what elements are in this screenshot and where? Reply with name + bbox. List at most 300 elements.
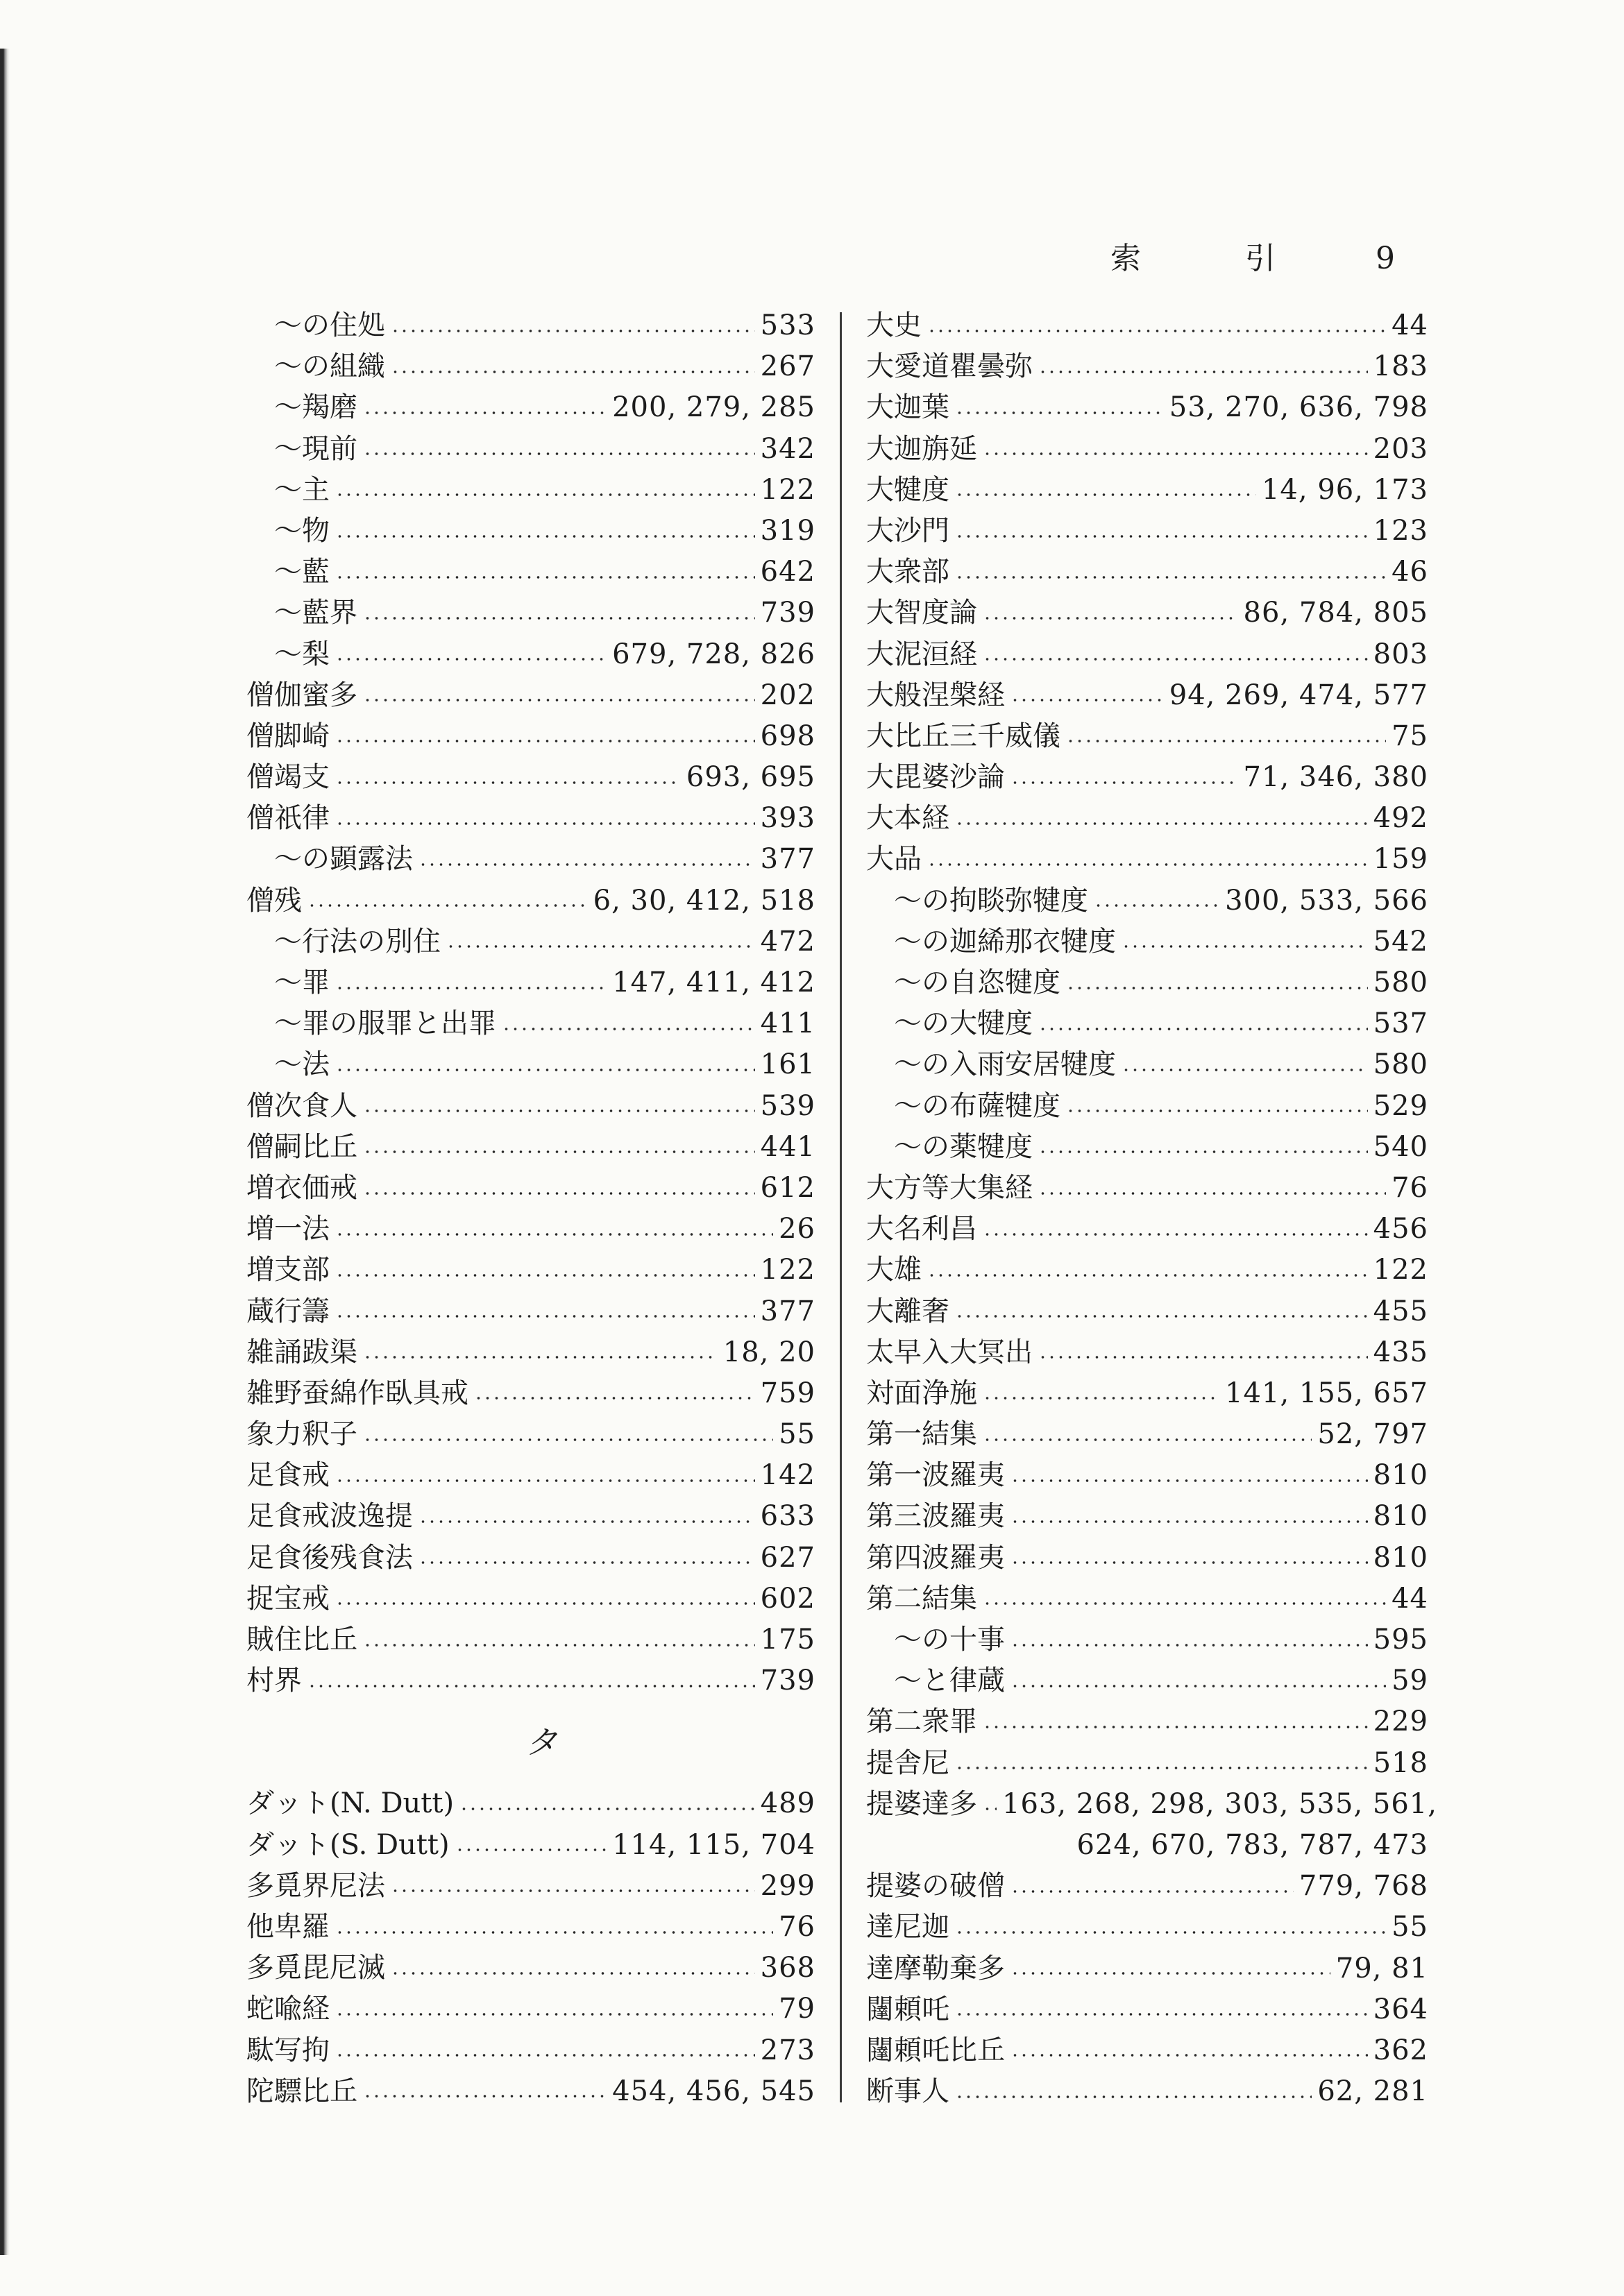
index-entry: [246, 675, 815, 716]
dot-leader: [955, 576, 1386, 579]
entry-pages: 435: [1373, 1336, 1428, 1368]
entry-term: 僧竭支: [246, 761, 330, 794]
dot-leader: [1066, 740, 1386, 742]
dot-leader: [1122, 945, 1368, 948]
index-entry: [246, 1907, 815, 1948]
dot-leader: [502, 1028, 755, 1030]
entry-term: 賊住比丘: [246, 1624, 357, 1656]
dot-leader: [363, 1438, 773, 1441]
index-entry: [866, 1373, 1428, 1414]
index-entry: [246, 1866, 815, 1907]
entry-pages: 602: [760, 1582, 815, 1615]
index-subentry: [866, 921, 1428, 962]
dot-leader: [391, 1889, 755, 1892]
entry-term: 大方等大集経: [866, 1171, 1033, 1204]
entry-term: 増一法: [246, 1213, 330, 1245]
dot-leader: [983, 1602, 1386, 1605]
index-entry: [866, 429, 1428, 470]
index-column-left: [246, 305, 815, 2112]
entry-pages: 86, 784, 805: [1243, 597, 1428, 629]
dot-leader: [363, 1109, 755, 1112]
dot-leader: [1094, 904, 1219, 907]
entry-pages: 537: [1373, 1007, 1428, 1040]
entry-term: ～の薬犍度: [894, 1130, 1033, 1163]
dot-leader: [335, 1602, 755, 1605]
entry-pages: 542: [1373, 925, 1428, 958]
entry-pages: 627: [760, 1541, 815, 1574]
entry-term: 闥頼吒: [866, 1993, 949, 2025]
entry-pages: 533: [760, 309, 815, 341]
index-entry: [866, 1455, 1428, 1496]
index-list-left-ta: [246, 1783, 815, 2112]
dot-leader: [418, 1520, 755, 1523]
index-entry: [866, 1250, 1428, 1291]
entry-term: 他卑羅: [246, 1910, 330, 1943]
index-entry: [866, 634, 1428, 675]
dot-leader: [955, 535, 1368, 538]
index-entry: [246, 1332, 815, 1373]
dot-leader: [1038, 1028, 1368, 1030]
entry-term: ～と律蔵: [894, 1665, 1005, 1697]
entry-pages: 455: [1373, 1295, 1428, 1327]
entry-pages: 94, 269, 474, 577: [1169, 679, 1428, 711]
index-subentry: [246, 470, 815, 511]
entry-pages: 142: [760, 1459, 815, 1492]
index-entry: [866, 1701, 1428, 1742]
index-entry: [866, 757, 1428, 798]
entry-term: 大雄: [866, 1254, 922, 1286]
index-entry: [246, 1209, 815, 1250]
index-entry: [246, 1414, 815, 1455]
dot-leader: [335, 2013, 773, 2016]
dot-leader: [363, 1150, 755, 1153]
entry-pages: 810: [1373, 1459, 1428, 1492]
dot-leader: [983, 1438, 1312, 1441]
entry-pages: 122: [760, 473, 815, 506]
entry-term: 達摩勒棄多: [866, 1952, 1005, 1984]
entry-pages: 529: [1373, 1089, 1428, 1122]
entry-pages: 518: [1373, 1746, 1428, 1779]
entry-term: ～の自恣犍度: [894, 967, 1060, 998]
entry-term: 大比丘三千威儀: [866, 720, 1060, 752]
dot-leader: [335, 1479, 755, 1482]
entry-term: 多覓界尼法: [246, 1869, 385, 1902]
dot-leader: [955, 411, 1164, 414]
entry-pages: 26: [779, 1213, 815, 1245]
entry-term: ～梨: [274, 638, 330, 670]
index-entry: [246, 757, 815, 798]
dot-leader: [983, 658, 1368, 661]
entry-term: 捉宝戒: [246, 1582, 330, 1615]
entry-pages: 362: [1373, 2034, 1428, 2066]
index-entry: [866, 798, 1428, 839]
index-subentry: [246, 1003, 815, 1044]
entry-term: ～藍界: [274, 597, 357, 629]
entry-pages: 342: [760, 432, 815, 465]
index-subentry: [246, 552, 815, 593]
entry-pages: 411: [760, 1007, 815, 1040]
index-entry: [866, 1866, 1428, 1907]
index-subentry: [246, 429, 815, 470]
entry-pages: 679, 728, 826: [612, 638, 815, 670]
index-entry: [866, 839, 1428, 880]
entry-pages: 76: [1392, 1171, 1428, 1204]
entry-term: 提婆達多: [866, 1787, 977, 1820]
entry-term: 蔵行籌: [246, 1295, 330, 1327]
dot-leader: [307, 904, 588, 907]
entry-term: 多覓毘尼滅: [246, 1952, 385, 1984]
entry-pages: 163, 268, 298, 303, 535, 561,: [1002, 1787, 1437, 1820]
entry-pages: 368: [760, 1952, 815, 1984]
index-entry: [866, 1989, 1428, 2030]
entry-term: 大品: [866, 843, 922, 876]
entry-pages: 122: [760, 1254, 815, 1286]
dot-leader: [1010, 1561, 1368, 1564]
entry-term: ～の入雨安居犍度: [894, 1048, 1116, 1081]
entry-term: 大迦葉: [866, 391, 949, 424]
dot-leader: [955, 493, 1256, 496]
index-subentry: [246, 511, 815, 552]
index-entry: [246, 1168, 815, 1209]
dot-leader: [418, 863, 755, 866]
entry-term: 第一結集: [866, 1418, 977, 1451]
entry-term: 僧脚崎: [246, 720, 330, 752]
dot-leader: [955, 1315, 1368, 1318]
dot-leader: [335, 658, 607, 661]
entry-term: 第二衆罪: [866, 1706, 977, 1738]
index-entry: [866, 470, 1428, 511]
entry-pages: 229: [1373, 1706, 1428, 1738]
entry-term: ～羯磨: [274, 391, 357, 424]
column-divider: [840, 312, 842, 2102]
entry-term: ～罪の服罪と出罪: [274, 1007, 496, 1040]
entry-pages: 44: [1392, 309, 1428, 341]
index-entry: [866, 1907, 1428, 1948]
dot-leader: [1010, 1644, 1368, 1647]
entry-pages: 183: [1373, 350, 1428, 383]
entry-term: ～藍: [274, 556, 330, 588]
dot-leader: [983, 1808, 997, 1810]
entry-term: 提舎尼: [866, 1746, 949, 1779]
dot-leader: [955, 2013, 1368, 2016]
entry-term: ～の迦絺那衣犍度: [894, 925, 1116, 958]
index-subentry: [246, 634, 815, 675]
entry-pages: 393: [760, 802, 815, 835]
entry-term: 増支部: [246, 1254, 330, 1286]
entry-pages: 203: [1373, 432, 1428, 465]
entry-term: 対面浄施: [866, 1377, 977, 1409]
dot-leader: [363, 699, 755, 701]
entry-pages: 642: [760, 556, 815, 588]
dot-leader: [455, 1848, 607, 1851]
entry-term: 大沙門: [866, 514, 949, 547]
index-subentry: [246, 593, 815, 633]
entry-pages: 492: [1373, 802, 1428, 835]
entry-term: 達尼迦: [866, 1911, 949, 1944]
entry-term: 象力釈子: [246, 1418, 357, 1451]
entry-pages: 540: [1373, 1130, 1428, 1163]
dot-leader: [983, 1233, 1368, 1236]
entry-term: 大毘婆沙論: [866, 761, 1005, 794]
index-entry: [246, 1660, 815, 1701]
entry-term: 僧残: [246, 884, 302, 917]
dot-leader: [927, 863, 1368, 866]
entry-pages: 202: [760, 679, 815, 711]
dot-leader: [446, 945, 755, 948]
entry-pages: 300, 533, 566: [1225, 884, 1428, 917]
entry-pages: 319: [760, 514, 815, 547]
dot-leader: [335, 1931, 773, 1934]
index-entry: [866, 346, 1428, 387]
index-entry: [866, 1948, 1428, 1989]
entry-pages: 62, 281: [1317, 2075, 1428, 2108]
dot-leader: [983, 1726, 1368, 1728]
index-entry: [246, 716, 815, 757]
entry-pages: 633: [760, 1500, 815, 1533]
page-title: 索引: [1110, 241, 1380, 276]
entry-pages: 580: [1373, 967, 1428, 998]
entry-term: 断事人: [866, 2075, 949, 2108]
entry-pages: 441: [760, 1130, 815, 1163]
entry-pages: 141, 155, 657: [1225, 1377, 1428, 1409]
index-subentry: [246, 921, 815, 962]
entry-term: ～現前: [274, 432, 357, 465]
entry-pages: 52, 797: [1317, 1418, 1428, 1451]
entry-pages: 472: [760, 925, 815, 958]
entry-term: 提婆の破僧: [866, 1870, 1005, 1903]
entry-term: 村界: [246, 1665, 302, 1697]
entry-pages: 810: [1373, 1500, 1428, 1533]
dot-leader: [391, 1972, 755, 1975]
entry-term: 雑誦跋渠: [246, 1336, 357, 1368]
index-subentry: [246, 387, 815, 428]
dot-leader: [1122, 1069, 1368, 1071]
dot-leader: [363, 617, 755, 620]
index-entry: [246, 1373, 815, 1414]
index-list-right: [866, 305, 1437, 2112]
entry-term: 大智度論: [866, 597, 977, 629]
index-entry: [246, 1948, 815, 1989]
entry-term: 雑野蚕綿作臥具戒: [246, 1377, 468, 1409]
dot-leader: [955, 1767, 1368, 1769]
entry-pages: 161: [760, 1048, 815, 1081]
dot-leader: [335, 1069, 755, 1071]
entry-pages: 44: [1392, 1582, 1428, 1615]
entry-term: 僧嗣比丘: [246, 1130, 357, 1163]
entry-pages: 454, 456, 545: [612, 2075, 815, 2107]
entry-pages: 364: [1373, 1993, 1428, 2025]
dot-leader: [1010, 699, 1164, 701]
entry-term: 足食戒: [246, 1459, 330, 1492]
entry-term: 第一波羅夷: [866, 1459, 1005, 1492]
entry-term: ～物: [274, 514, 330, 547]
dot-leader: [335, 740, 755, 742]
entry-term: 大般涅槃経: [866, 679, 1005, 711]
dot-leader: [1038, 1150, 1368, 1153]
entry-term: 僧次食人: [246, 1089, 357, 1122]
dot-leader: [1010, 1479, 1368, 1482]
index-subentry: [866, 1619, 1428, 1660]
dot-leader: [983, 1397, 1219, 1400]
dot-leader: [335, 822, 755, 825]
index-subentry: [866, 1660, 1428, 1701]
entry-pages: 55: [779, 1418, 815, 1451]
index-subentry: [866, 1086, 1428, 1127]
dot-leader: [335, 1274, 755, 1277]
entry-pages: 14, 96, 173: [1261, 473, 1428, 506]
dot-leader: [955, 822, 1368, 825]
entry-term: ～行法の別住: [274, 925, 441, 958]
entry-pages: 810: [1373, 1541, 1428, 1574]
entry-pages: 489: [760, 1787, 815, 1820]
index-entry: [246, 1619, 815, 1660]
entry-term: ～の十事: [894, 1624, 1005, 1656]
entry-term: 増衣価戒: [246, 1171, 357, 1204]
entry-pages: 75: [1392, 720, 1428, 752]
entry-term: ～主: [274, 473, 330, 506]
entry-pages: 6, 30, 412, 518: [593, 884, 815, 917]
index-entry: [866, 2071, 1428, 2112]
entry-term: ダット(N. Dutt): [246, 1787, 455, 1820]
dot-leader: [983, 617, 1238, 620]
entry-pages: 739: [760, 597, 815, 629]
entry-pages: 299: [760, 1869, 815, 1902]
dot-leader: [474, 1397, 755, 1400]
entry-pages: 580: [1373, 1048, 1428, 1081]
dot-leader: [335, 1315, 755, 1318]
index-entry: [246, 1291, 815, 1332]
dot-leader: [335, 535, 755, 538]
index-entry: [246, 1579, 815, 1619]
index-list-left: [246, 305, 815, 1701]
dot-leader: [955, 1931, 1386, 1934]
index-entry: [866, 1538, 1428, 1579]
dot-leader: [363, 2095, 607, 2098]
index-entry: [866, 2030, 1428, 2071]
index-subentry: [866, 881, 1428, 921]
entry-term: ～の拘睒弥犍度: [894, 884, 1088, 917]
index-entry: [866, 1168, 1428, 1209]
dot-leader: [927, 330, 1386, 332]
entry-pages: 200, 279, 285: [612, 391, 815, 424]
entry-pages: 693, 695: [686, 761, 815, 794]
index-entry: [246, 1825, 815, 1866]
dot-leader: [1010, 1890, 1294, 1893]
index-entry: [246, 1127, 815, 1168]
entry-term: 闥頼吒比丘: [866, 2034, 1005, 2066]
index-entry: [246, 2071, 815, 2112]
entry-term: ～の顕露法: [274, 843, 413, 876]
entry-pages: 377: [760, 1295, 815, 1327]
entry-term: ～の組織: [274, 350, 385, 383]
entry-term: 足食後残食法: [246, 1541, 413, 1574]
section-heading-ta: タ: [525, 1724, 557, 1762]
index-subentry: [246, 962, 815, 1003]
entry-pages: 539: [760, 1089, 815, 1122]
entry-pages: 612: [760, 1171, 815, 1204]
entry-pages: 122: [1373, 1254, 1428, 1286]
dot-leader: [955, 2095, 1312, 2098]
dot-leader: [363, 411, 607, 414]
entry-pages: 46: [1392, 556, 1428, 588]
entry-term: 大愛道瞿曇弥: [866, 350, 1033, 383]
entry-pages: 456: [1373, 1213, 1428, 1245]
index-entry: [866, 1291, 1428, 1332]
entry-pages: 377: [760, 843, 815, 876]
entry-pages: 779, 768: [1299, 1870, 1428, 1903]
entry-term: 太早入大冥出: [866, 1336, 1033, 1368]
dot-leader: [1010, 1685, 1386, 1687]
index-entry: [246, 1455, 815, 1496]
dot-leader: [391, 371, 755, 373]
index-entry: [866, 305, 1428, 346]
dot-leader: [335, 987, 607, 989]
entry-pages: 698: [760, 720, 815, 752]
index-entry: [246, 1538, 815, 1579]
entry-pages: 273: [760, 2034, 815, 2066]
page-number: 9: [1376, 241, 1395, 276]
entry-term: 大泥洹経: [866, 638, 977, 670]
index-subentry: [246, 305, 815, 346]
dot-leader: [1038, 371, 1368, 373]
dot-leader: [335, 781, 681, 784]
entry-term: 大離奢: [866, 1295, 949, 1327]
index-entry: [866, 1496, 1428, 1537]
entry-term: 大名利昌: [866, 1213, 977, 1245]
index-entry: [246, 1989, 815, 2030]
entry-pages: 53, 270, 636, 798: [1169, 391, 1428, 424]
dot-leader: [391, 330, 755, 332]
dot-leader: [307, 1685, 755, 1687]
dot-leader: [1010, 1520, 1368, 1523]
index-subentry: [866, 1127, 1428, 1168]
entry-pages: 18, 20: [722, 1336, 815, 1368]
entry-term: 陀驃比丘: [246, 2075, 357, 2107]
entry-term: 僧祇律: [246, 802, 330, 835]
index-entry: [246, 798, 815, 839]
entry-pages: 79, 81: [1335, 1952, 1428, 1984]
entry-term: ～の大犍度: [894, 1007, 1033, 1040]
entry-term: 大本経: [866, 802, 949, 835]
index-entry: [866, 1414, 1428, 1455]
index-entry: [246, 881, 815, 921]
page-header: [1110, 235, 1395, 283]
index-entry: [866, 716, 1428, 757]
index-entry: [866, 1209, 1428, 1250]
dot-leader: [1038, 1192, 1386, 1195]
dot-leader: [335, 493, 755, 496]
dot-leader: [363, 1192, 755, 1195]
dot-leader: [459, 1808, 755, 1810]
index-entry: [866, 511, 1428, 552]
entry-pages: 175: [760, 1624, 815, 1656]
dot-leader: [363, 452, 755, 455]
entry-pages: 79: [779, 1993, 815, 2025]
entry-term: 足食戒波逸提: [246, 1500, 413, 1533]
dot-leader: [927, 1274, 1368, 1277]
entry-term: 駄写拘: [246, 2034, 330, 2066]
entry-term: ダット(S. Dutt): [246, 1828, 450, 1861]
dot-leader: [1010, 2054, 1368, 2057]
entry-pages: 123: [1373, 514, 1428, 547]
entry-term: ～法: [274, 1048, 330, 1081]
entry-term: ～の住処: [274, 309, 385, 341]
index-entry: [246, 1496, 815, 1537]
dot-leader: [1066, 1109, 1368, 1112]
index-subentry: [866, 1044, 1428, 1085]
entry-pages: 55: [1392, 1911, 1428, 1944]
entry-pages: 624, 670, 783, 787, 473: [1076, 1828, 1428, 1861]
